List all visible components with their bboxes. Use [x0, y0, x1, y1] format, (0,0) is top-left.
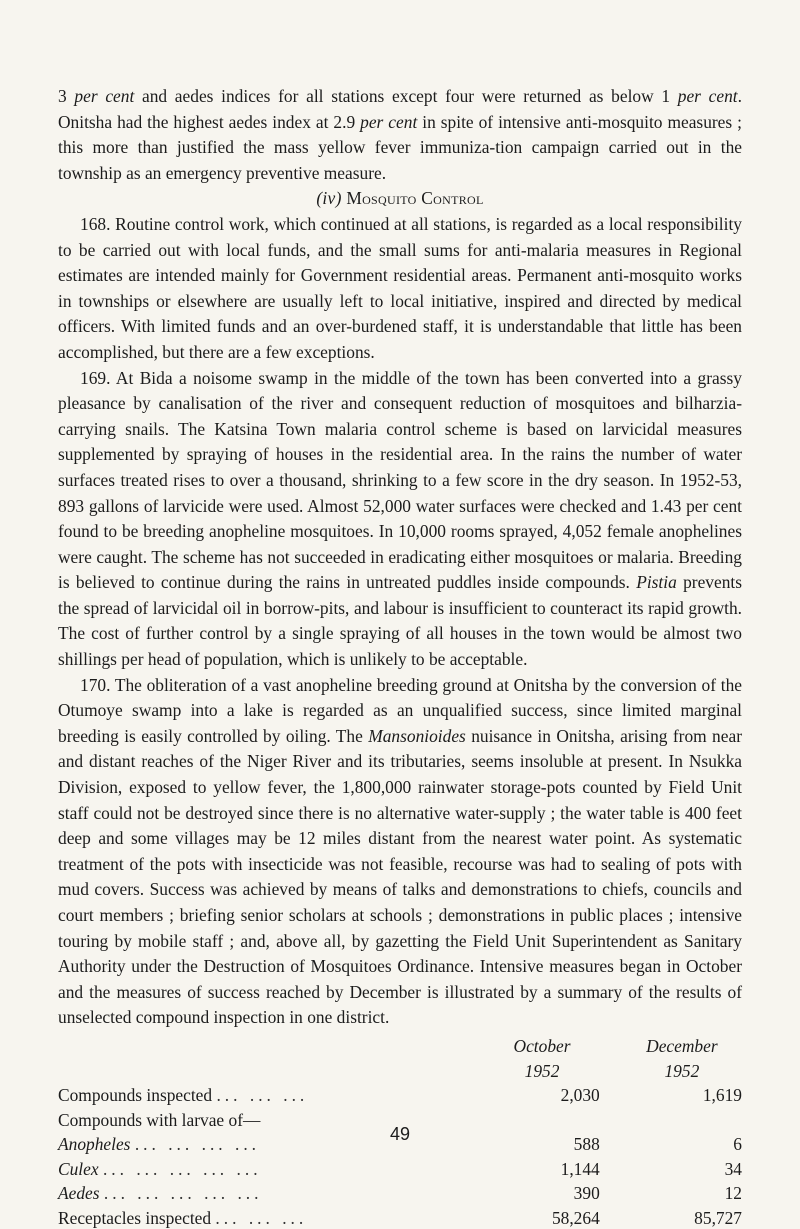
december-value: 34 [724, 1158, 742, 1179]
table-row [58, 1204, 742, 1229]
leader-dots: ... ... ... ... [134, 1134, 261, 1155]
october-value: 58,264 [551, 1207, 600, 1228]
row-label: Anopheles [58, 1134, 131, 1155]
december-header: December [646, 1036, 718, 1057]
december-year: 1952 [664, 1060, 700, 1081]
october-value: 1,144 [560, 1158, 600, 1179]
october-value: 2,030 [560, 1085, 600, 1106]
december-value: 1,619 [702, 1085, 742, 1106]
table-header-row [58, 1033, 742, 1058]
december-value: 85,727 [694, 1207, 742, 1228]
row-label: Receptacles inspected [58, 1207, 212, 1228]
row-label: Compounds with larvae of— [58, 1109, 261, 1130]
paragraph-170: 170. The obliteration of a vast anopheline breeding ground at Onitsha by the conversion of the Otumoye swamp into a lake is regarded as an unqualified success, since limited marginal breeding is easily controlled by oiling. The Mansonioides nuisance in Onitsha, arising from near and distant reaches of the Niger River and its tributaries, seems insoluble at present. In Nsukka Division, exposed to yellow fever, the 1,800,000 rainwater storage-pots counted by Field Unit staff could not be destroyed since there is no alternative water-supply ; the water table is 400 feet deep and some villages may be 12 miles distant from the nearest water point. As systematic treatment of the pots with insecticide was not feasible, recourse was had to sealing of pots with mud covers. Success was achieved by means of talks and demonstrations to chiefs, councils and court members ; briefing senior scholars at schools ; demonstrations in public places ; intensive touring by mobile staff ; and, above all, by gazetting the Field Unit Superintendent as Sanitary Authority under the Destruction of Mosquitoes Ordinance. Intensive measures began in October and the measures of success reached by December is illustrated by a summary of the results of unselected compound inspection in one district. [58, 674, 742, 1028]
october-value: 588 [573, 1134, 600, 1155]
october-value: 390 [573, 1183, 600, 1204]
section-title: Mosquito Control [346, 188, 484, 209]
row-label: Compounds inspected [58, 1085, 213, 1106]
table-row [58, 1082, 742, 1107]
october-year: 1952 [524, 1060, 560, 1081]
table-row [58, 1155, 742, 1180]
intro-paragraph: 3 per cent and aedes indices for all stations except four were returned as below 1 per cent. Onitsha had the highest aedes index at 2.9 per cent in spite of intensive anti-mosquito measures ; this more than justified the mass yellow fever immuniza-tion campaign carried out in the township as an emergency preventive measure. [58, 86, 742, 183]
leader-dots: ... ... ... [216, 1085, 309, 1106]
paragraph-169: 169. At Bida a noisome swamp in the middle of the town has been converted into a grassy pleasance by canalisation of the river and consequent reduction of mosquitoes and bilharzia-carrying snails. The Katsina Town malaria control scheme is based on larvicidal measures supplemented by spraying of houses in the residential area. In the rains the number of water surfaces treated rises to over a thousand, shrinking to a few score in the dry season. In 1952-53, 893 gallons of larvicide were used. Almost 52,000 water surfaces were checked and 1.43 per cent found to be breeding anopheline mosquitoes. In 10,000 rooms sprayed, 4,052 female anophelines were caught. The scheme has not succeeded in eradicating either mosquitoes or malaria. Breeding is believed to continue during the rains in untreated puddles inside compounds. Pistia prevents the spread of larvicidal oil in borrow-pits, and labour is insufficient to counteract its rapid growth. The cost of further control by a single spraying of all houses in the town would be almost two shillings per head of population, which is unlikely to be acceptable. [58, 367, 742, 670]
leader-dots: ... ... ... ... ... [102, 1158, 262, 1179]
leader-dots: ... ... ... [215, 1207, 308, 1228]
october-header: October [513, 1036, 571, 1057]
december-value: 12 [724, 1183, 742, 1204]
page-number: 49 [389, 1124, 411, 1144]
section-number: (iv) [316, 188, 342, 209]
paragraph-168: 168. Routine control work, which continued at all stations, is regarded as a local responsibility to be carried out with local funds, and the small sums for anti-malaria measures in Regional estimates are intended mainly for Government residential areas. Permanent anti-mosquito works in townships or elsewhere are usually left to local initiative, inspired and directed by medical officers. With limited funds and an over-burdened staff, it is understandable that little has been accomplished, but there are a few exceptions. [58, 213, 742, 362]
table-header-row [58, 1057, 742, 1082]
december-value: 6 [733, 1134, 742, 1155]
row-label: Culex [58, 1158, 99, 1179]
leader-dots: ... ... ... ... ... [103, 1183, 263, 1204]
section-heading [58, 186, 742, 212]
row-label: Aedes [58, 1183, 100, 1204]
